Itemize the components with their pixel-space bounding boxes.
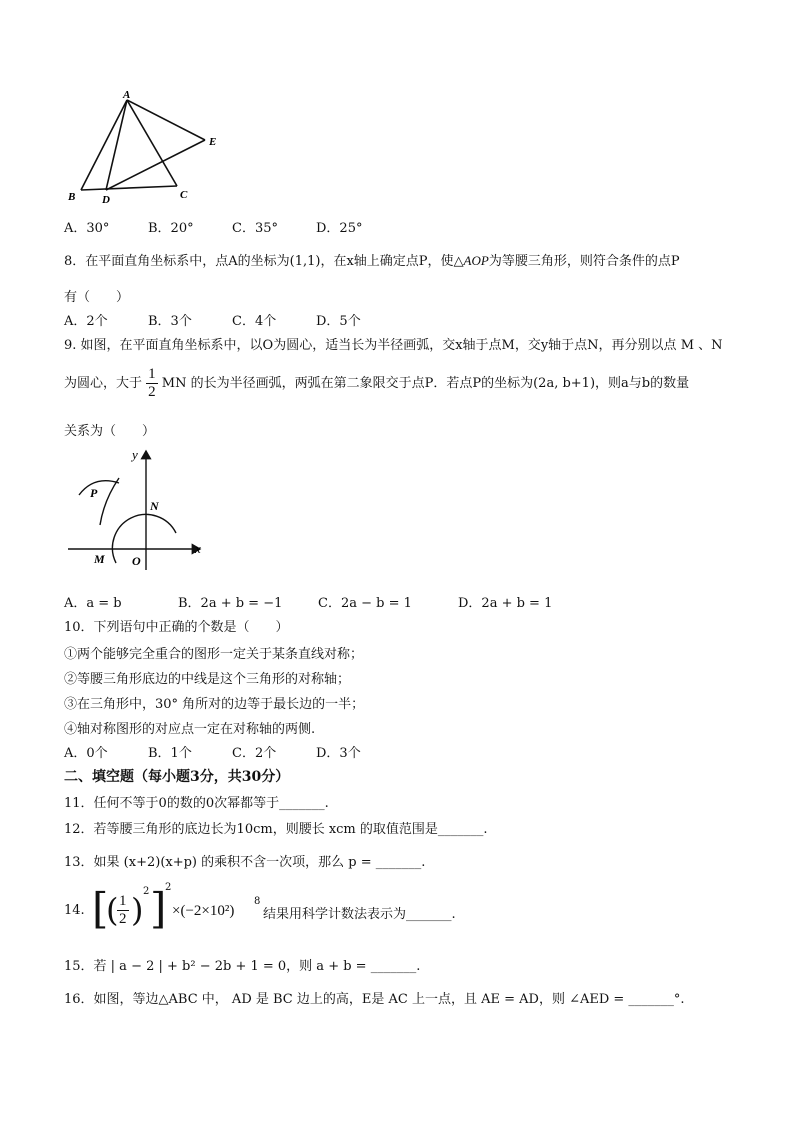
q9-option-c: C．2a − b = 1 (318, 596, 412, 611)
q10-stem: 10．下列语句中正确的个数是（ ） (64, 620, 289, 635)
section-heading-fill-in: 二、填空题（每小题3分，共30分） (64, 769, 290, 785)
q14-inner-paren-left: ( (106, 891, 119, 929)
q9-option-b: B．2a + b = −1 (178, 596, 283, 611)
q10-option-d: D．3个 (316, 746, 361, 761)
q11: 11．任何不等于0的数的0次幂都等于_______. (64, 796, 329, 811)
q9-text-b: MN 的长为半径画弧，两弧在第二象限交于点P．若点P的坐标为(2a, b+1)，则a与b的数量 (161, 376, 690, 391)
q8-option-d: D．5个 (316, 314, 361, 329)
point-label-P: P (90, 486, 98, 500)
point-label-B: B (68, 191, 76, 203)
q8-text-b: 为等腰三角形，则符合条件的点P (488, 254, 680, 269)
q9-fraction-half: $\frac{1}{2}$ (148, 366, 156, 400)
point-label-A: A (123, 89, 131, 101)
q14-outer-bracket-right: ] (150, 884, 167, 933)
coordinate-figure-q9 (64, 445, 214, 575)
q9-option-d: D．2a + b = 1 (458, 596, 553, 611)
q9-stem-line3: 关系为（ ） (64, 424, 156, 439)
q10-option-a: A．0个 (64, 746, 108, 761)
q8-text-a: 8．在平面直角坐标系中，点A的坐标为(1,1)，在x轴上确定点P，使 (64, 254, 454, 269)
q8-option-a: A．2个 (64, 314, 108, 329)
q13: 13．如果 (x+2)(x+p) 的乘积不含一次项，那么 p = _______. (64, 855, 426, 870)
q8-option-b: B．3个 (148, 314, 192, 329)
q16: 16．如图，等边△ABC 中， AD 是 BC 边上的高，E是 AC 上一点，且 AE = AD，则 ∠AED = _______°. (64, 992, 685, 1007)
q10-item-1: ①两个能够完全重合的图形一定关于某条直线对称； (64, 647, 364, 662)
q8-stem-line1 (64, 250, 680, 269)
point-label-N: N (150, 499, 159, 513)
q14-middle-term: ×(−2×10²) (172, 903, 235, 919)
q14-inner-paren-right: ) (131, 891, 144, 929)
q9-option-a: A．a = b (64, 596, 122, 611)
q14-number: 14. (64, 903, 85, 918)
q7-option-b: B．20° (148, 221, 194, 236)
q7-option-d: D．25° (316, 221, 363, 236)
q14-inner-exponent: 2 (143, 886, 150, 897)
q8-option-c: C．4个 (232, 314, 277, 329)
q9-stem-line2 (64, 366, 689, 401)
q14-outer-exponent: 2 (165, 882, 172, 893)
q14-fraction-half: $\frac{1}{2}$ (119, 893, 127, 927)
q15: 15．若 | a − 2 | + b² − 2b + 1 = 0，则 a + b = _______. (64, 959, 421, 974)
q10-item-2: ②等腰三角形底边的中线是这个三角形的对称轴； (64, 672, 351, 687)
q9-text-a: 为圆心，大于 (64, 376, 143, 391)
q14-tail: 结果用科学计数法表示为_______. (263, 907, 456, 922)
point-label-C: C (180, 189, 188, 201)
q10-item-4: ④轴对称图形的对应点一定在对称轴的两侧. (64, 722, 316, 737)
point-label-O: O (132, 554, 141, 568)
triangle-figure-q7 (60, 88, 230, 208)
q14-outer-bracket-left: [ (92, 884, 109, 933)
q8-stem-line2: 有（ ） (64, 290, 130, 305)
q9-stem-line1: 9. 如图，在平面直角坐标系中，以O为圆心，适当长为半径画弧，交x轴于点M，交y轴于点N，再分别以点 M 、N (64, 338, 723, 353)
q12: 12．若等腰三角形的底边长为10cm，则腰长 xcm 的取值范围是_______. (64, 822, 488, 837)
axis-label-x: x (195, 541, 201, 556)
q8-triangle: △AOP (453, 253, 489, 268)
q7-option-a: A．30° (64, 221, 110, 236)
q10-item-3: ③在三角形中，30° 角所对的边等于最长边的一半； (64, 697, 365, 712)
q7-option-c: C．35° (232, 221, 278, 236)
point-label-D: D (102, 194, 110, 206)
q14-exponent-8: 8 (254, 896, 261, 907)
point-label-M: M (94, 552, 105, 566)
q10-option-b: B．1个 (148, 746, 192, 761)
axis-label-y: y (132, 447, 138, 462)
point-label-E: E (209, 136, 217, 148)
q10-option-c: C．2个 (232, 746, 277, 761)
